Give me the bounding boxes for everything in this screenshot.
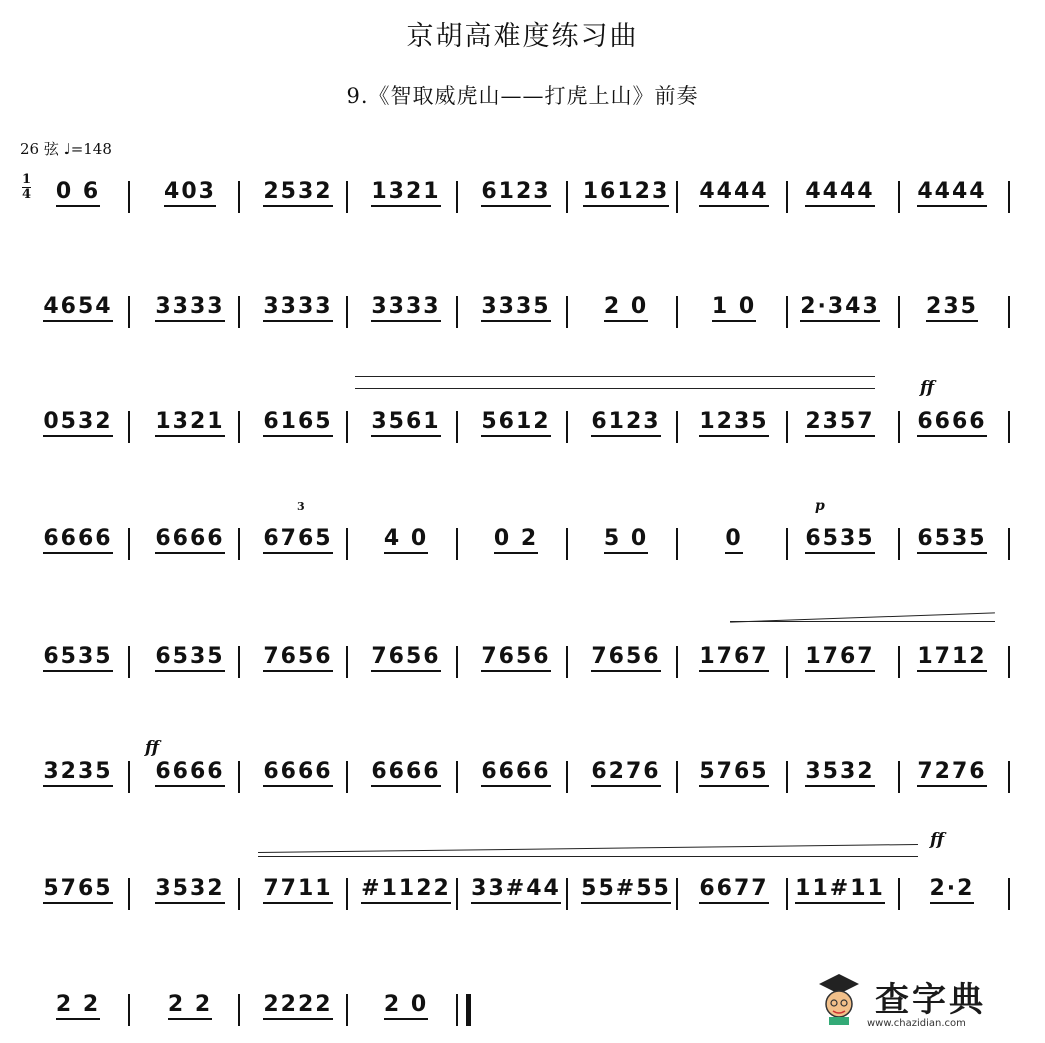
barline xyxy=(128,878,130,910)
barline xyxy=(456,761,458,793)
measure xyxy=(902,409,1002,434)
measure-notes: 3561 xyxy=(371,409,440,437)
barline xyxy=(238,761,240,793)
tempo-marking: 26 弦 ♩=148 xyxy=(20,140,112,158)
measure xyxy=(576,644,676,669)
measure-notes: 2357 xyxy=(805,409,874,437)
measure-notes: 2 2 xyxy=(168,992,212,1020)
measure-notes: 7656 xyxy=(481,644,550,672)
measure-notes: 1767 xyxy=(805,644,874,672)
measure xyxy=(28,644,128,669)
measure-notes: 6535 xyxy=(43,644,112,672)
measure xyxy=(140,876,240,901)
barline xyxy=(456,411,458,443)
measure xyxy=(28,179,128,204)
measure xyxy=(140,294,240,319)
watermark-logo xyxy=(815,966,1025,1036)
barline xyxy=(786,296,788,328)
measure xyxy=(576,526,676,551)
measure xyxy=(248,644,348,669)
measure-notes: 1 0 xyxy=(712,294,756,322)
measure xyxy=(684,876,784,901)
measure-notes: 7711 xyxy=(263,876,332,904)
measure xyxy=(684,294,784,319)
measure xyxy=(790,644,890,669)
barline xyxy=(456,646,458,678)
barline xyxy=(676,878,678,910)
barline xyxy=(898,411,900,443)
measure-notes: 0 6 xyxy=(56,179,100,207)
measure xyxy=(140,526,240,551)
measure-notes: 6535 xyxy=(917,526,986,554)
measure xyxy=(140,179,240,204)
barline xyxy=(128,528,130,560)
barline xyxy=(676,761,678,793)
measure xyxy=(790,759,890,784)
barline xyxy=(128,646,130,678)
crescendo-line xyxy=(730,621,995,622)
dynamic-ff: ff xyxy=(145,738,160,758)
score-row xyxy=(0,165,1045,225)
measure-notes: 4444 xyxy=(805,179,874,207)
dynamic-p: p xyxy=(815,498,825,514)
measure xyxy=(248,294,348,319)
barline xyxy=(346,761,348,793)
barline xyxy=(676,411,678,443)
barline xyxy=(128,181,130,213)
measure xyxy=(28,992,128,1017)
measure-notes: 4654 xyxy=(43,294,112,322)
measure xyxy=(248,526,348,551)
barline xyxy=(786,878,788,910)
measure xyxy=(684,179,784,204)
score-row xyxy=(0,862,1045,922)
measure-notes: 6535 xyxy=(805,526,874,554)
measure-notes: 6123 xyxy=(481,179,550,207)
time-signature-bottom: 4 xyxy=(22,187,32,202)
page-title: 京胡高难度练习曲 xyxy=(406,21,639,52)
measure-notes: 2·343 xyxy=(800,294,880,322)
measure-notes: 2 0 xyxy=(604,294,648,322)
measure-notes: 3532 xyxy=(155,876,224,904)
barline xyxy=(456,296,458,328)
barline xyxy=(676,646,678,678)
measure xyxy=(356,876,456,901)
barline xyxy=(346,296,348,328)
measure-notes: 5 0 xyxy=(604,526,648,554)
measure xyxy=(28,876,128,901)
measure-notes: 3532 xyxy=(805,759,874,787)
measure-notes: 3333 xyxy=(155,294,224,322)
barline xyxy=(566,181,568,213)
measure xyxy=(356,526,456,551)
triplet-mark: 3 xyxy=(297,500,305,513)
measure-notes: 2·2 xyxy=(930,876,975,904)
measure-notes: 6765 xyxy=(263,526,332,554)
measure-notes: 1321 xyxy=(371,179,440,207)
barline xyxy=(456,528,458,560)
barline xyxy=(566,761,568,793)
measure xyxy=(790,294,890,319)
crescendo-line xyxy=(258,844,918,853)
measure-notes: 55#55 xyxy=(581,876,671,904)
barline xyxy=(346,878,348,910)
watermark-url: www.chazidian.com xyxy=(867,1018,966,1029)
barline xyxy=(1008,761,1010,793)
measure-notes: 2532 xyxy=(263,179,332,207)
barline xyxy=(676,181,678,213)
measure-notes: 6666 xyxy=(481,759,550,787)
measure-notes: 6666 xyxy=(155,526,224,554)
measure-notes: 3333 xyxy=(371,294,440,322)
measure-notes: 5765 xyxy=(43,876,112,904)
barline xyxy=(898,181,900,213)
measure xyxy=(356,644,456,669)
final-barline xyxy=(456,994,471,1026)
measure xyxy=(356,294,456,319)
barline xyxy=(898,761,900,793)
measure-notes: 33#44 xyxy=(471,876,561,904)
measure xyxy=(902,876,1002,901)
measure xyxy=(684,644,784,669)
barline xyxy=(898,296,900,328)
measure xyxy=(790,876,890,901)
time-signature-top: 1 xyxy=(22,172,32,187)
barline xyxy=(1008,528,1010,560)
measure-notes: 1235 xyxy=(699,409,768,437)
barline xyxy=(346,646,348,678)
measure xyxy=(356,179,456,204)
measure xyxy=(466,644,566,669)
measure-notes: 6666 xyxy=(371,759,440,787)
measure xyxy=(576,759,676,784)
measure xyxy=(902,179,1002,204)
measure xyxy=(466,526,566,551)
measure xyxy=(466,409,566,434)
measure xyxy=(902,759,1002,784)
measure xyxy=(466,294,566,319)
measure xyxy=(576,294,676,319)
measure-notes: 5765 xyxy=(699,759,768,787)
measure-notes: 0532 xyxy=(43,409,112,437)
barline xyxy=(238,528,240,560)
measure xyxy=(790,409,890,434)
measure xyxy=(684,409,784,434)
measure xyxy=(576,179,676,204)
measure-notes: 6666 xyxy=(155,759,224,787)
barline xyxy=(898,878,900,910)
barline xyxy=(566,878,568,910)
measure-notes: 6666 xyxy=(263,759,332,787)
barline xyxy=(128,994,130,1026)
measure-notes: 4444 xyxy=(699,179,768,207)
measure-notes: 7656 xyxy=(591,644,660,672)
barline xyxy=(898,528,900,560)
barline xyxy=(786,528,788,560)
measure-notes: 2222 xyxy=(263,992,332,1020)
measure xyxy=(356,409,456,434)
measure xyxy=(576,876,676,901)
measure xyxy=(248,876,348,901)
measure xyxy=(248,409,348,434)
crescendo-line xyxy=(355,388,875,389)
crescendo-line xyxy=(258,856,918,857)
measure xyxy=(28,526,128,551)
measure xyxy=(140,759,240,784)
crescendo-line xyxy=(355,376,875,377)
measure-notes: 6123 xyxy=(591,409,660,437)
barline xyxy=(566,411,568,443)
barline xyxy=(238,878,240,910)
barline xyxy=(128,296,130,328)
measure-notes: 7276 xyxy=(917,759,986,787)
score-row xyxy=(0,630,1045,690)
measure xyxy=(790,179,890,204)
barline xyxy=(1008,296,1010,328)
barline xyxy=(346,411,348,443)
measure-notes: 16123 xyxy=(583,179,670,207)
barline xyxy=(1008,411,1010,443)
barline xyxy=(1008,181,1010,213)
measure xyxy=(684,526,784,551)
barline xyxy=(566,528,568,560)
barline xyxy=(346,528,348,560)
score-row xyxy=(0,395,1045,455)
barline xyxy=(786,761,788,793)
measure-notes: 403 xyxy=(164,179,216,207)
measure-notes: 1712 xyxy=(917,644,986,672)
measure xyxy=(248,179,348,204)
measure xyxy=(684,759,784,784)
measure-notes: #1122 xyxy=(361,876,451,904)
measure xyxy=(140,409,240,434)
measure-notes: 6666 xyxy=(43,526,112,554)
measure xyxy=(140,644,240,669)
measure xyxy=(466,179,566,204)
watermark-brand: 查字典 xyxy=(875,980,986,1020)
measure xyxy=(248,992,348,1017)
barline xyxy=(238,296,240,328)
measure xyxy=(902,644,1002,669)
barline xyxy=(456,878,458,910)
measure-notes: 3333 xyxy=(263,294,332,322)
barline xyxy=(238,994,240,1026)
barline xyxy=(346,994,348,1026)
measure-notes: 1767 xyxy=(699,644,768,672)
page-subtitle: 9.《智取威虎山——打虎上山》前奏 xyxy=(346,84,699,108)
measure-notes: 7656 xyxy=(263,644,332,672)
measure-notes: 235 xyxy=(926,294,978,322)
measure-notes: 4444 xyxy=(917,179,986,207)
measure xyxy=(466,876,566,901)
measure xyxy=(356,759,456,784)
barline xyxy=(238,646,240,678)
measure-notes: 2 2 xyxy=(56,992,100,1020)
barline xyxy=(676,528,678,560)
measure-notes: 0 xyxy=(725,526,742,554)
barline xyxy=(566,296,568,328)
measure xyxy=(790,526,890,551)
measure-notes: 6666 xyxy=(917,409,986,437)
measure-notes: 6677 xyxy=(699,876,768,904)
measure-notes: 5612 xyxy=(481,409,550,437)
barline xyxy=(238,411,240,443)
measure-notes: 3335 xyxy=(481,294,550,322)
measure-notes: 3235 xyxy=(43,759,112,787)
measure xyxy=(576,409,676,434)
barline xyxy=(1008,646,1010,678)
barline xyxy=(238,181,240,213)
barline xyxy=(128,761,130,793)
barline xyxy=(786,646,788,678)
measure-notes: 0 2 xyxy=(494,526,538,554)
dynamic-ff: ff xyxy=(920,378,935,398)
measure xyxy=(28,294,128,319)
measure-notes: 6276 xyxy=(591,759,660,787)
graduate-cap-icon xyxy=(815,970,863,1026)
measure xyxy=(356,992,456,1017)
score-row xyxy=(0,280,1045,340)
measure-notes: 6535 xyxy=(155,644,224,672)
barline xyxy=(786,181,788,213)
dynamic-ff: ff xyxy=(930,830,945,850)
measure-notes: 6165 xyxy=(263,409,332,437)
barline xyxy=(456,181,458,213)
measure xyxy=(28,759,128,784)
barline xyxy=(566,646,568,678)
barline xyxy=(786,411,788,443)
barline xyxy=(898,646,900,678)
measure xyxy=(902,526,1002,551)
barline xyxy=(128,411,130,443)
measure xyxy=(466,759,566,784)
barline xyxy=(1008,878,1010,910)
measure-notes: 4 0 xyxy=(384,526,428,554)
measure-notes: 11#11 xyxy=(795,876,885,904)
barline xyxy=(676,296,678,328)
measure-notes: 7656 xyxy=(371,644,440,672)
barline xyxy=(346,181,348,213)
measure xyxy=(28,409,128,434)
measure xyxy=(140,992,240,1017)
score-row xyxy=(0,512,1045,572)
measure-notes: 1321 xyxy=(155,409,224,437)
measure xyxy=(248,759,348,784)
measure-notes: 2 0 xyxy=(384,992,428,1020)
measure xyxy=(902,294,1002,319)
